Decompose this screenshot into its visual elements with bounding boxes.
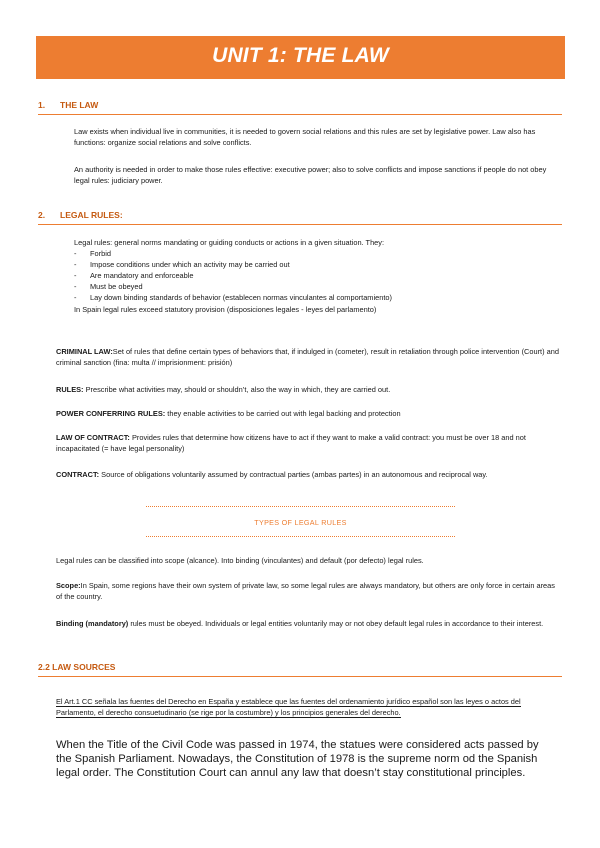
types-of-legal-rules-title: TYPES OF LEGAL RULES — [254, 518, 347, 527]
definition-power-conferring: POWER CONFERRING RULES: they enable activities to be carried out with legal backing and protection — [56, 409, 401, 418]
definition-contract: CONTRACT: Source of obligations voluntarily assumed by contractual parties (ambas partes) in an autonomous and reciprocal way. — [56, 470, 488, 479]
definition-rules: RULES: Prescribe what activities may, should or shouldn’t, also the way in which, they are carried out. — [56, 385, 391, 394]
scope-paragraph: Scope:In Spain, some regions have their own system of private law, so some legal rules are always mandatory, but others are only force in certain areas of the country. — [56, 581, 555, 601]
legal-rules-outro: In Spain legal rules exceed statutory provision (disposiciones legales - leyes del parlamento) — [74, 305, 377, 314]
divider-top — [146, 506, 455, 507]
section-title: THE LAW — [60, 100, 99, 110]
paragraph-law-exists: Law exists when individual live in communities, it is needed to govern social relations and this rules are set by legislative power. Law also has functions: organize social relations and solve conflicts. — [74, 127, 536, 147]
binding-paragraph: Binding (mandatory) rules must be obeyed. Individuals or legal entities voluntarily may or not obey default legal rules in accordance to their interest. — [56, 619, 544, 628]
legal-rules-list — [74, 248, 544, 303]
section-number: 1. — [38, 100, 46, 110]
list-item: - Are mandatory and enforceable — [74, 271, 194, 280]
section-heading-legal-rules — [38, 210, 562, 225]
list-item: - Lay down binding standards of behavior (establecen normas vinculantes al comportamiento) — [74, 293, 392, 302]
divider-bottom — [146, 536, 455, 537]
legal-rules-intro: Legal rules: general norms mandating or guiding conducts or actions in a given situation. They: — [74, 238, 385, 247]
list-item: - Forbid — [74, 249, 111, 258]
section-heading-law-sources — [38, 662, 562, 677]
section-number: 2. — [38, 210, 46, 220]
paragraph-authority: An authority is needed in order to make those rules effective: executive power; also to solve conflicts and impose sanctions if people do not obey legal rules: judiciary power. — [74, 165, 547, 185]
section-title: LEGAL RULES: — [60, 210, 123, 220]
page-title: UNIT 1: THE LAW — [212, 44, 389, 67]
title-banner — [36, 36, 565, 79]
definition-criminal-law: CRIMINAL LAW:Set of rules that define certain types of behaviors that, if indulged in (cometer), result in retaliation through police intervention (Court) and criminal sanction (fina: multa // imprisionment: prisión) — [56, 347, 559, 367]
types-intro: Legal rules can be classified into scope (alcance). Into binding (vinculantes) and default (por defecto) legal rules. — [56, 556, 424, 565]
civil-code-paragraph: When the Title of the Civil Code was passed in 1974, the statues were considered acts passed by the Spanish Parliament. Nowadays, the Constitution of 1978 is the supreme norm od the Spanish legal order. The Constitution Court can annul any law that doesn’t stay constitutional principles. — [56, 739, 539, 779]
list-item: - Impose conditions under which an activity may be carried out — [74, 260, 290, 269]
section-heading-the-law — [38, 100, 562, 115]
list-item: - Must be obeyed — [74, 282, 143, 291]
section-title: 2.2 LAW SOURCES — [38, 662, 116, 672]
definition-law-of-contract: LAW OF CONTRACT: Provides rules that determine how citizens have to act if they want to make a valid contract: you must be over 18 and not incapacitated (= have legal personality) — [56, 433, 526, 453]
spanish-law-sources-paragraph: El Art.1 CC señala las fuentes del Derecho en España y establece que las fuentes del ordenamiento jurídico español son las leyes o actos del Parlamento, el derecho consuetudinario (se rige por la costumbre) y los principios generales del derecho. — [56, 697, 521, 717]
